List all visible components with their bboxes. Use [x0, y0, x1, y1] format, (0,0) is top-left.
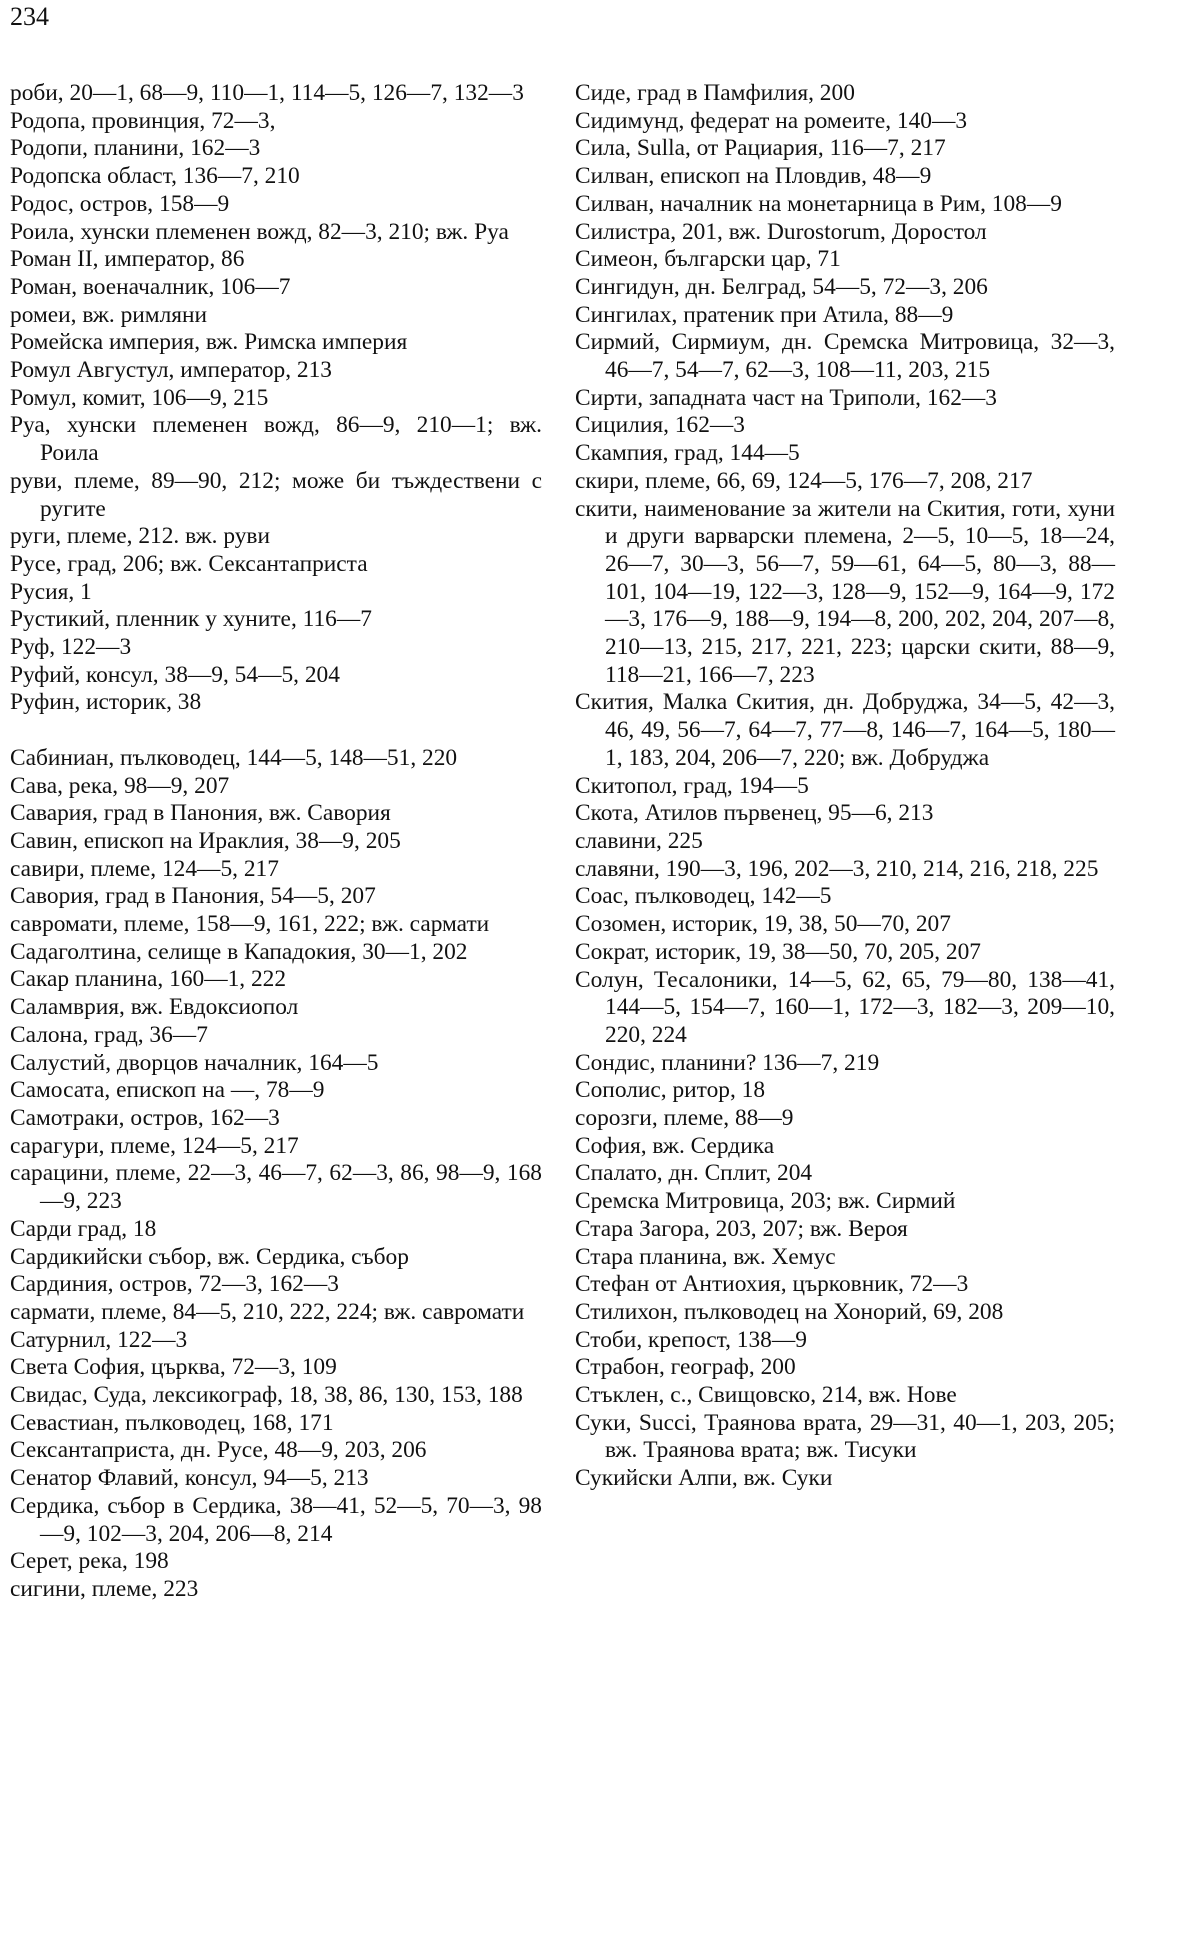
index-entry: Солун, Тесалоники, 14—5, 62, 65, 79—80, 138—41, 144—5, 154—7, 160—1, 172—3, 182—3, 209—10, 220, 224 — [575, 966, 1115, 1048]
index-entry: Родопи, планини, 162—3 — [10, 135, 261, 162]
index-entry: Сингидун, дн. Белград, 54—5, 72—3, 206 — [575, 273, 988, 300]
index-entry: Суки, Succi, Траянова врата, 29—31, 40—1, 203, 205; вж. Траянова врата; вж. Тисуки — [575, 1409, 1115, 1464]
index-column-left — [10, 80, 542, 1604]
index-entry: Сиде, град в Памфилия, 200 — [575, 80, 855, 106]
index-entry: Роман, военачалник, 106—7 — [10, 273, 291, 300]
index-entry: савири, племе, 124—5, 217 — [10, 855, 279, 882]
index-entry: славини, 225 — [575, 827, 703, 854]
index-entry: Руфий, консул, 38—9, 54—5, 204 — [10, 661, 340, 688]
index-entry: Спалато, дн. Сплит, 204 — [575, 1160, 813, 1187]
index-entry: Сондис, планини? 136—7, 219 — [575, 1049, 880, 1076]
index-entry: Сакар планина, 160—1, 222 — [10, 966, 287, 993]
index-entry: Сардикийски събор, вж. Сердика, събор — [10, 1243, 409, 1270]
index-entry: Сократ, историк, 19, 38—50, 70, 205, 207 — [575, 938, 981, 965]
index-entry: Савин, епископ на Ираклия, 38—9, 205 — [10, 827, 401, 854]
index-entry: Стъклен, с., Свищовско, 214, вж. Нове — [575, 1382, 957, 1409]
index-entry: Роила, хунски племенен вожд, 82—3, 210; вж. Руа — [10, 218, 509, 245]
index-entry: Ромул Августул, император, 213 — [10, 357, 332, 384]
index-entry: савромати, племе, 158—9, 161, 222; вж. сармати — [10, 911, 490, 938]
index-column-right — [575, 80, 1115, 1493]
index-entry: Силистра, 201, вж. Durostorum, Доростол — [575, 218, 987, 245]
index-entry: Сексантаприста, дн. Русе, 48—9, 203, 206 — [10, 1437, 427, 1464]
index-entry: София, вж. Сердика — [575, 1132, 775, 1159]
index-entry: Сарди град, 18 — [10, 1215, 157, 1242]
index-entry: Салона, град, 36—7 — [10, 1021, 208, 1048]
index-entry: Созомен, историк, 19, 38, 50—70, 207 — [575, 911, 951, 938]
index-entry: Салустий, дворцов началник, 164—5 — [10, 1049, 379, 1076]
index-entry: Стилихон, пълководец на Хонорий, 69, 208 — [575, 1298, 1004, 1325]
index-entry: Скития, Малка Скития, дн. Добруджа, 34—5, 42—3, 46, 49, 56—7, 64—7, 77—8, 146—7, 164—5, 180—1, 183, 204, 206—7, 220; вж. Добруджа — [575, 689, 1115, 771]
index-entry: Родопа, провинция, 72—3, — [10, 107, 276, 134]
index-entry: руви, племе, 89—90, 212; може би тъждествени с ругите — [10, 467, 542, 522]
index-entry: Сенатор Флавий, консул, 94—5, 213 — [10, 1465, 369, 1492]
index-entry: Силван, началник на монетарница в Рим, 108—9 — [575, 190, 1062, 217]
index-entry: Руа, хунски племенен вожд, 86—9, 210—1; вж. Роила — [10, 412, 542, 467]
letter-section-gap — [10, 717, 542, 745]
index-entry: Сингилах, пратеник при Атила, 88—9 — [575, 301, 954, 328]
page-number: 234 — [10, 2, 49, 31]
index-entry: Савория, град в Панония, 54—5, 207 — [10, 883, 376, 910]
index-entry: Скитопол, град, 194—5 — [575, 772, 809, 799]
index-entry: Сукийски Алпи, вж. Суки — [575, 1465, 833, 1492]
index-entry: Роман II, император, 86 — [10, 246, 245, 273]
index-entry: Ромул, комит, 106—9, 215 — [10, 384, 269, 411]
index-entry: Сила, Sulla, от Рациария, 116—7, 217 — [575, 135, 946, 162]
index-entry: руги, племе, 212. вж. руви — [10, 523, 270, 550]
index-entry: Света София, църква, 72—3, 109 — [10, 1354, 337, 1381]
index-entry: Руфин, историк, 38 — [10, 689, 202, 716]
index-entry: Садаголтина, селище в Кападокия, 30—1, 202 — [10, 938, 468, 965]
index-entry: Сирти, западната част на Триполи, 162—3 — [575, 384, 998, 411]
index-entry: Силван, епископ на Пловдив, 48—9 — [575, 163, 932, 190]
index-entry: Симеон, български цар, 71 — [575, 246, 841, 273]
index-entry: Серет, река, 198 — [10, 1548, 169, 1575]
index-entry: Стара планина, вж. Хемус — [575, 1243, 836, 1270]
index-entry: роби, 20—1, 68—9, 110—1, 114—5, 126—7, 132—3 — [10, 80, 524, 106]
index-entry: скити, наименование за жители на Скития, готи, хуни и други варварски племена, 2—5, 10—5, 18—24, 26—7, 30—3, 56—7, 59—61, 64—5, 80—3, 88—101, 104—19, 122—3, 128—9, 152—9, 164—9, 172—3, 176—9, 188—9, 194—8, 200, 202, 204, 207—8, 210—13, 215, 217, 221, 223; царски скити, 88—9, 118—21, 166—7, 223 — [575, 495, 1115, 688]
index-entry: Севастиан, пълководец, 168, 171 — [10, 1409, 334, 1436]
index-entry: Скампия, град, 144—5 — [575, 440, 800, 467]
index-entry: сарагури, племе, 124—5, 217 — [10, 1132, 299, 1159]
index-entry: Руф, 122—3 — [10, 634, 132, 661]
index-entry: ромеи, вж. римляни — [10, 301, 208, 328]
index-entry: Сидимунд, федерат на ромеите, 140—3 — [575, 107, 968, 134]
index-entry: Стоби, крепост, 138—9 — [575, 1326, 807, 1353]
index-entry: Стара Загора, 203, 207; вж. Вероя — [575, 1215, 908, 1242]
index-entry: Самосата, епископ на —, 78—9 — [10, 1077, 325, 1104]
index-entry: Рустикий, пленник у хуните, 116—7 — [10, 606, 372, 633]
index-entry: Родос, остров, 158—9 — [10, 190, 230, 217]
index-entry: Ромейска империя, вж. Римска империя — [10, 329, 408, 356]
index-entry: Стефан от Антиохия, църковник, 72—3 — [575, 1271, 969, 1298]
index-entry: Русе, град, 206; вж. Сексантаприста — [10, 550, 368, 577]
index-entry: Сицилия, 162—3 — [575, 412, 745, 439]
index-entry: славяни, 190—3, 196, 202—3, 210, 214, 216, 218, 225 — [575, 855, 1099, 882]
index-entry: сармати, племе, 84—5, 210, 222, 224; вж. савромати — [10, 1298, 525, 1325]
index-entry: Сремска Митровица, 203; вж. Сирмий — [575, 1188, 956, 1215]
index-entry: Сирмий, Сирмиум, дн. Сремска Митровица, 32—3, 46—7, 54—7, 62—3, 108—11, 203, 215 — [575, 329, 1115, 384]
index-entry: сорозги, племе, 88—9 — [575, 1105, 794, 1132]
index-entry: скири, племе, 66, 69, 124—5, 176—7, 208, 217 — [575, 467, 1033, 494]
index-entry: Соас, пълководец, 142—5 — [575, 883, 832, 910]
index-entry: Самотраки, остров, 162—3 — [10, 1105, 280, 1131]
index-entry: Скота, Атилов първенец, 95—6, 213 — [575, 800, 934, 827]
index-entry: Русия, 1 — [10, 578, 92, 605]
index-entry: Сердика, събор в Сердика, 38—41, 52—5, 70—3, 98—9, 102—3, 204, 206—8, 214 — [10, 1492, 542, 1547]
index-entry: Сабиниан, пълководец, 144—5, 148—51, 220 — [10, 744, 458, 771]
index-entry: Свидас, Суда, лексикограф, 18, 38, 86, 130, 153, 188 — [10, 1382, 523, 1409]
index-entry: Саламврия, вж. Евдоксиопол — [10, 994, 299, 1021]
index-entry: Сава, река, 98—9, 207 — [10, 772, 230, 799]
index-entry: Страбон, географ, 200 — [575, 1354, 796, 1381]
index-entry: Савария, град в Панония, вж. Савория — [10, 800, 391, 827]
index-entry: Родопска област, 136—7, 210 — [10, 163, 300, 190]
index-entry: Сополис, ритор, 18 — [575, 1077, 766, 1104]
index-entry: Сатурнил, 122—3 — [10, 1326, 188, 1353]
index-entry: Сардиния, остров, 72—3, 162—3 — [10, 1271, 339, 1298]
index-entry: сарацини, племе, 22—3, 46—7, 62—3, 86, 98—9, 168—9, 223 — [10, 1160, 542, 1215]
index-entry: сигини, племе, 223 — [10, 1575, 199, 1602]
